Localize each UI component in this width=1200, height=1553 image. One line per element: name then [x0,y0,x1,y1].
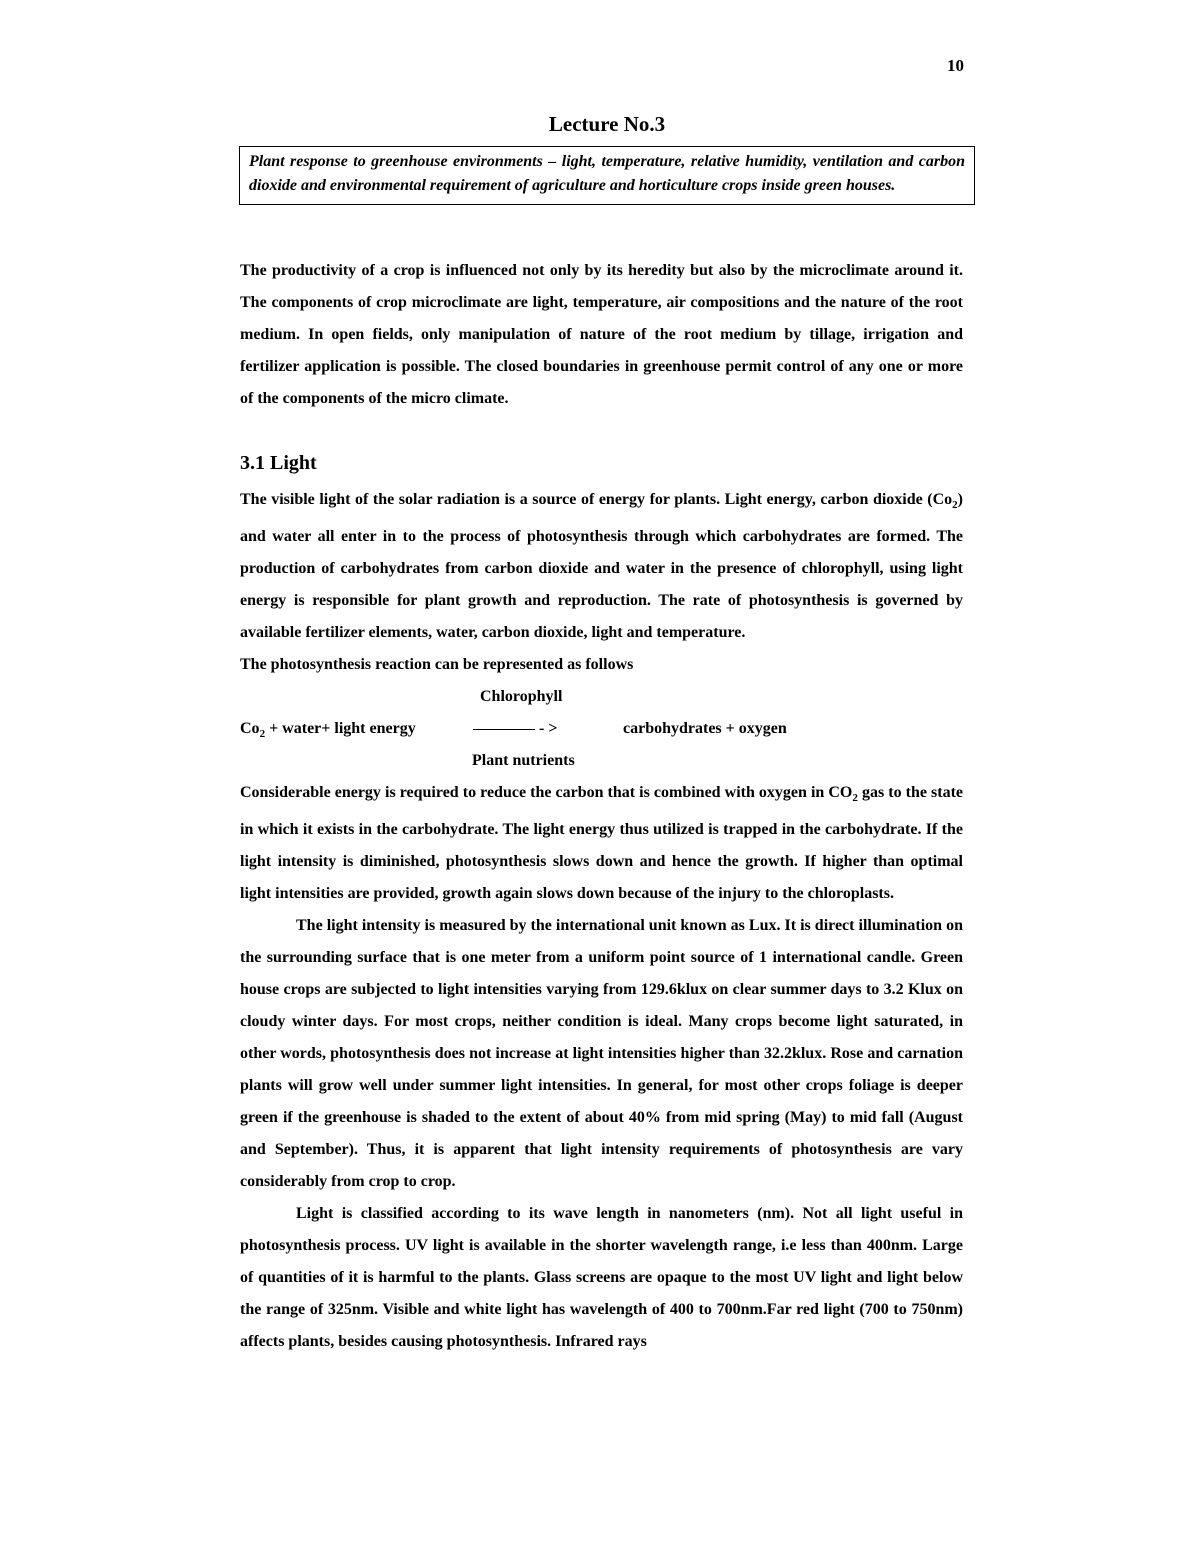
equation-bottom-row [240,745,963,777]
page-number: 10 [947,56,964,75]
intro-section [240,255,963,415]
topic-box: Plant response to greenhouse environments – light, temperature, relative humidity, ventilation and carbon dioxide and environmental requirement of agriculture and horticulture crops inside green houses. [239,146,975,205]
equation-arrow: - > [473,713,557,745]
equation-top-label: Chlorophyll [480,688,563,706]
light-body [240,484,963,1358]
intro-paragraph: The productivity of a crop is influenced not only by its heredity but also by the microclimate around it. The components of crop microclimate are light, temperature, air compositions and the nature of the root medium. In open fields, only manipulation of nature of the root medium by tillage, irrigation and fertilizer application is possible. The closed boundaries in greenhouse permit control of any one or more of the components of the micro climate. [240,262,963,407]
section-heading: 3.1 Light [240,452,317,474]
equation-top-row [240,681,963,713]
lecture-title: Lecture No.3 [548,112,666,136]
light-paragraph-3: The light intensity is measured by the international unit known as Lux. It is direct illumination on the surrounding surface that is one meter from a uniform point source of 1 international candle. Green house crops are subjected to light intensities varying from 129.6klux on clear summer days to 3.2 Klux on cloudy winter days. For most crops, neither condition is ideal. Many crops become light saturated, in other words, photosynthesis does not increase at light intensities higher than 32.2klux. Rose and carnation plants will grow well under summer light intensities. In general, for most other crops foliage is deeper green if the greenhouse is shaded to the extent of about 40% from mid spring (May) to mid fall (August and September). Thus, it is apparent that light intensity requirements of photosynthesis are vary considerably from crop to crop. [240,917,963,1191]
equation-reactants: $Co_2$ + water+ light energy [240,720,416,741]
equation-bottom-label: Plant nutrients [472,752,575,770]
equation-main-row [240,713,963,745]
reaction-intro: The photosynthesis reaction can be represented as follows [240,656,634,674]
light-paragraph-4: Light is classified according to its wave length in nanometers (nm). Not all light useful in photosynthesis process. UV light is available in the shorter wavelength range, i.e less than 400nm. Large of quantities of it is harmful to the plants. Glass screens are opaque to the most UV light and light below the range of 325nm. Visible and white light has wavelength of 400 to 700nm.Far red light (700 to 750nm) affects plants, besides causing photosynthesis. Infrared rays [240,1205,963,1351]
equation-products: carbohydrates + oxygen [623,720,787,738]
light-section [240,452,963,475]
light-paragraph-2: Considerable energy is required to reduce the carbon that is combined with oxygen in $CO_2$ gas to the state in which it exists in the carbohydrate. The light energy thus utilized is trapped in the carbohydrate. If the light intensity is diminished, photosynthesis slows down and hence the growth. If higher than optimal light intensities are provided, growth again slows down because of the injury to the chloroplasts. [240,784,963,903]
light-paragraph-1: The visible light of the solar radiation is a source of energy for plants. Light energy, carbon dioxide $(Co_2)$ and water all enter in to the process of photosynthesis through which carbohydrates are formed. The production of carbohydrates from carbon dioxide and water in the presence of chlorophyll, using light energy is responsible for plant growth and reproduction. The rate of photosynthesis is governed by available fertilizer elements, water, carbon dioxide, light and temperature. [240,491,963,642]
